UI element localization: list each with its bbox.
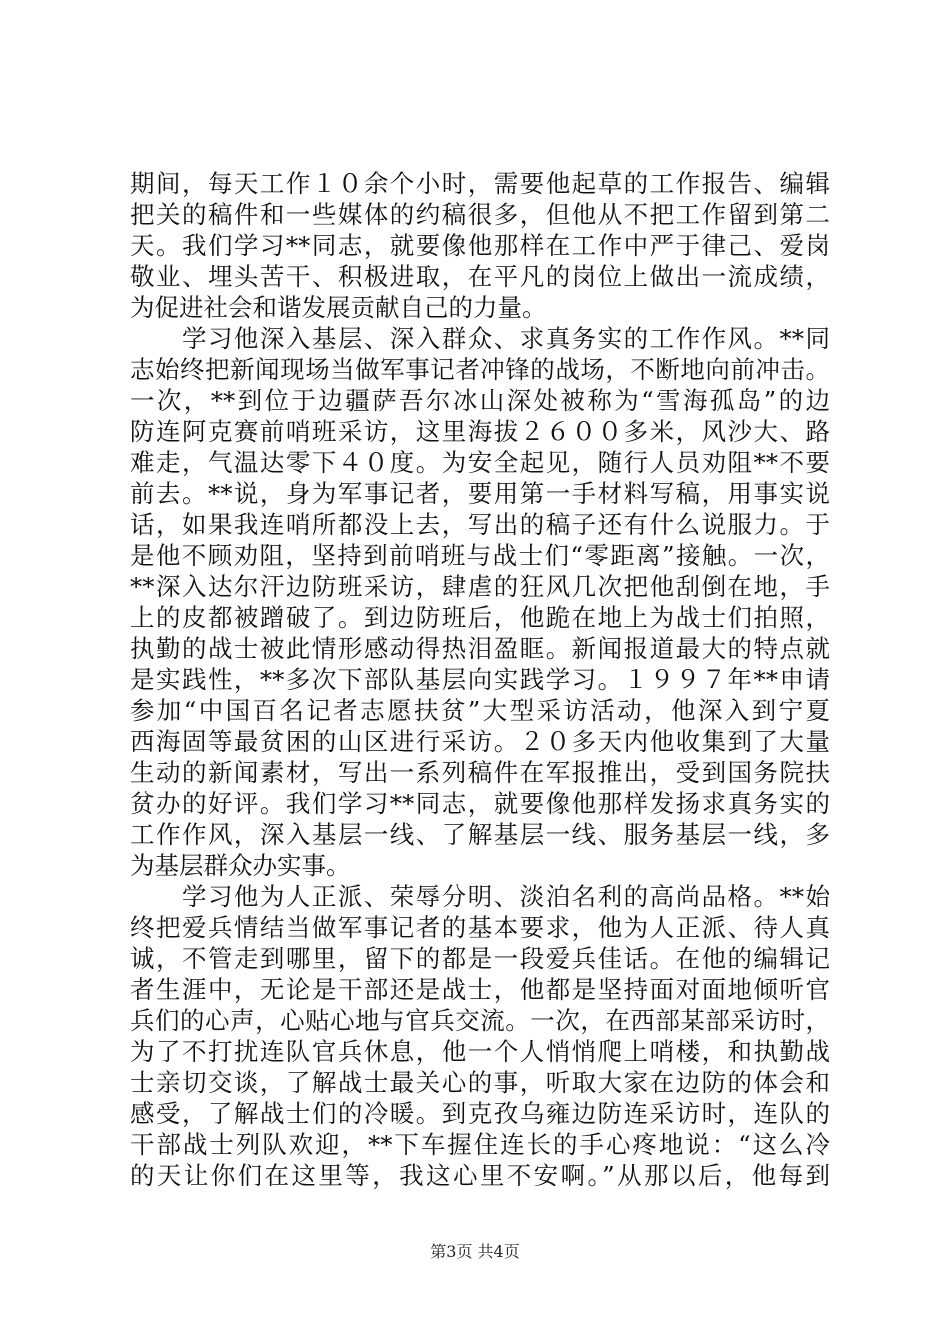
page-footer (0, 1242, 950, 1262)
document-body (130, 168, 830, 1191)
text-line: 士亲切交谈，了解战士最关心的事，听取大家在边防的体会和 (130, 1068, 830, 1097)
text-line: 敬业、埋头苦干、积极进取，在平凡的岗位上做出一流成绩， (130, 262, 830, 291)
text-line: 学习他为人正派、荣辱分明、淡泊名利的高尚品格。**始 (130, 882, 830, 911)
text-line: 为基层群众办实事。 (130, 851, 351, 880)
text-line: **深入达尔汗边防班采访，肆虐的狂风几次把他刮倒在地，手 (130, 572, 830, 601)
text-line: 者生涯中，无论是干部还是战士，他都是坚持面对面地倾听官 (130, 975, 830, 1004)
text-line: 是实践性，**多次下部队基层向实践学习。１９９７年**申请 (130, 665, 830, 694)
text-line: 志始终把新闻现场当做军事记者冲锋的战场，不断地向前冲击。 (130, 355, 830, 384)
text-line: 参加“中国百名记者志愿扶贫”大型采访活动，他深入到宁夏 (130, 696, 830, 725)
text-line: 一次，**到位于边疆萨吾尔冰山深处被称为“雪海孤岛”的边 (130, 386, 830, 415)
text-line: 期间，每天工作１０余个小时，需要他起草的工作报告、编辑 (130, 169, 830, 198)
text-line: 感受，了解战士们的冷暖。到克孜乌雍边防连采访时，连队的 (130, 1099, 830, 1128)
text-line: 难走，气温达零下４０度。为安全起见，随行人员劝阻**不要 (130, 448, 830, 477)
text-line: 天。我们学习**同志，就要像他那样在工作中严于律己、爱岗 (130, 231, 830, 260)
text-line: 为了不打扰连队官兵休息，他一个人悄悄爬上哨楼，和执勤战 (130, 1037, 830, 1066)
text-line: 前去。**说，身为军事记者，要用第一手材料写稿，用事实说 (130, 479, 830, 508)
text-line: 学习他深入基层、深入群众、求真务实的工作作风。**同 (130, 324, 830, 353)
text-line: 工作作风，深入基层一线、了解基层一线、服务基层一线，多 (130, 820, 830, 849)
text-line: 防连阿克赛前哨班采访，这里海拔２６００多米，风沙大、路 (130, 417, 830, 446)
text-line: 上的皮都被蹭破了。到边防班后，他跪在地上为战士们拍照， (130, 603, 830, 632)
text-line: 生动的新闻素材，写出一系列稿件在军报推出，受到国务院扶 (130, 758, 830, 787)
text-line: 执勤的战士被此情形感动得热泪盈眶。新闻报道最大的特点就 (130, 634, 830, 663)
text-line: 的天让你们在这里等，我这心里不安啊。”从那以后，他每到 (130, 1161, 830, 1190)
text-line: 西海固等最贫困的山区进行采访。２０多天内他收集到了大量 (130, 727, 830, 756)
text-line: 为促进社会和谐发展贡献自己的力量。 (130, 293, 547, 322)
page-number: 第3页 共4页 (430, 1242, 520, 1261)
text-line: 是他不顾劝阻，坚持到前哨班与战士们“零距离”接触。一次， (130, 541, 830, 570)
text-line: 终把爱兵情结当做军事记者的基本要求，他为人正派、待人真 (130, 913, 830, 942)
text-line: 话，如果我连哨所都没上去，写出的稿子还有什么说服力。于 (130, 510, 830, 539)
text-line: 贫办的好评。我们学习**同志，就要像他那样发扬求真务实的 (130, 789, 830, 818)
text-line: 诚，不管走到哪里，留下的都是一段爱兵佳话。在他的编辑记 (130, 944, 830, 973)
text-line: 兵们的心声，心贴心地与官兵交流。一次，在西部某部采访时， (130, 1006, 830, 1035)
text-line: 把关的稿件和一些媒体的约稿很多，但他从不把工作留到第二 (130, 200, 830, 229)
text-line: 干部战士列队欢迎，**下车握住连长的手心疼地说：“这么冷 (130, 1130, 830, 1159)
